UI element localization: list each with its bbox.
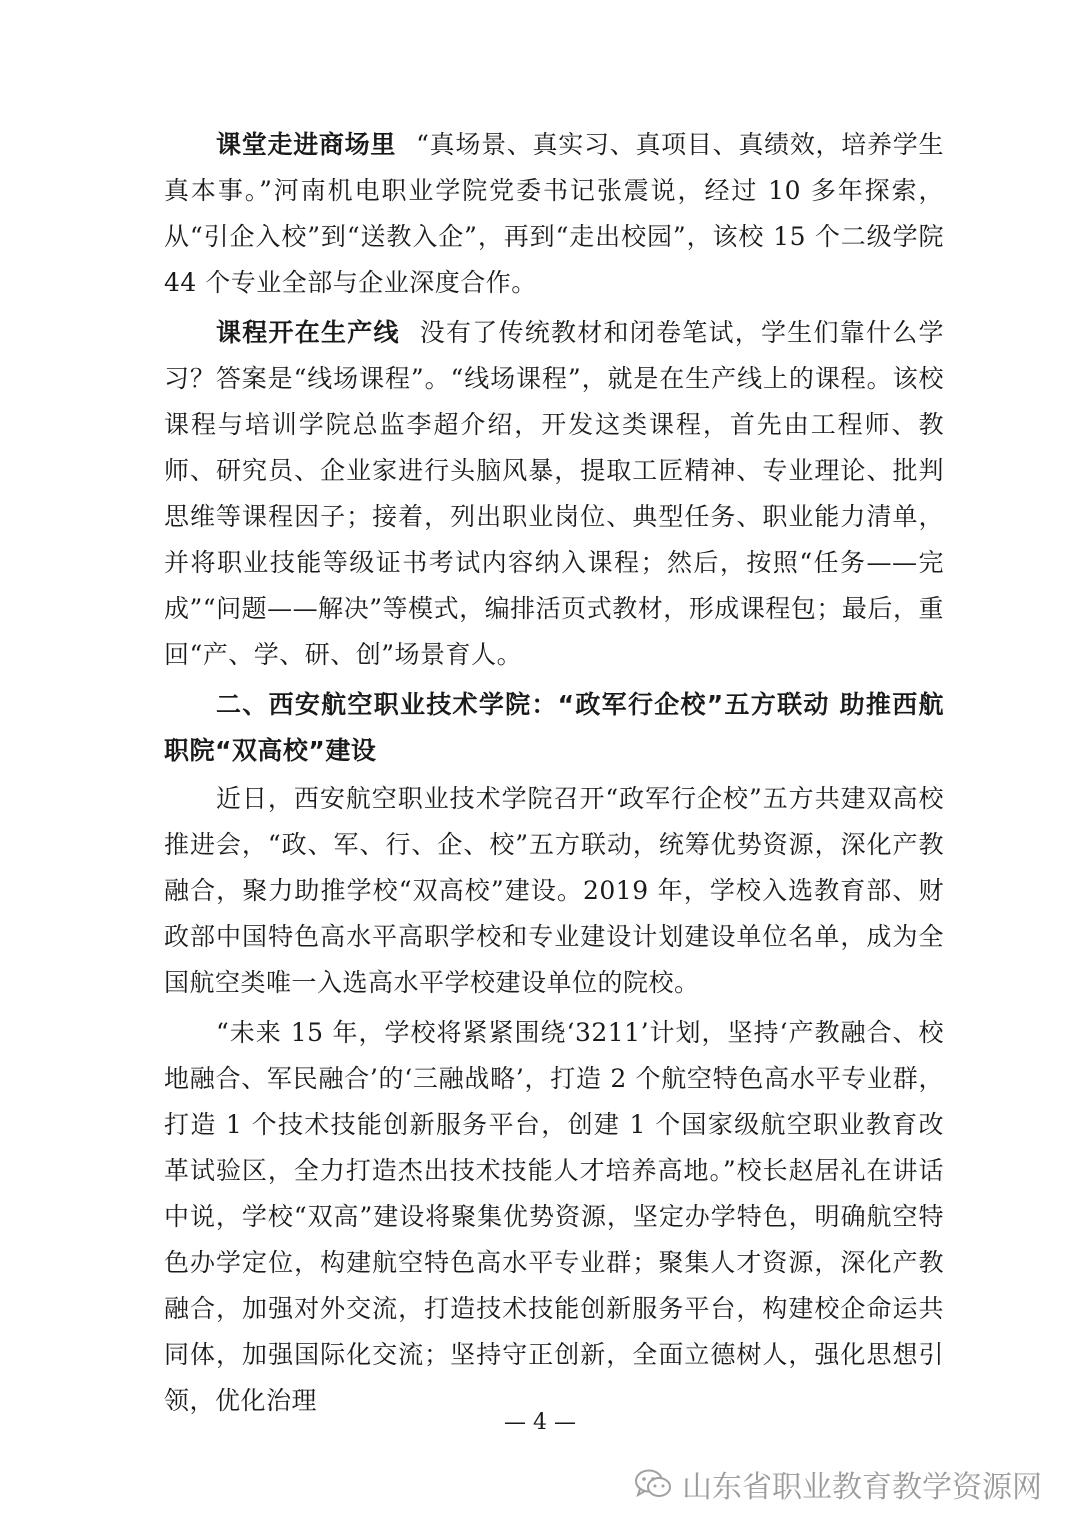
- watermark-text: 山东省职业教育教学资源网: [682, 1470, 1042, 1505]
- page-number: — 4 —: [504, 1410, 576, 1435]
- watermark: [634, 1462, 1042, 1506]
- document-body: [164, 122, 944, 1424]
- paragraph-lead: 课程开在生产线: [216, 318, 400, 347]
- section-heading: 二、西安航空职业技术学院：“政军行企校”五方联动 助推西航职院“双高校”建设: [164, 690, 944, 765]
- paragraph-lead: 课堂走进商场里: [216, 130, 397, 159]
- paragraph-text: “真场景、真实习、真项目、真绩效，培养学生真本事。”河南机电职业学院党委书记张震说，经过 10 多年探索，从“引企入校”到“送教入企”，再到“走出校园”，该校 15 个二级学院 44 个专业全部与企业深度合作。: [164, 130, 944, 297]
- paragraph-1: [164, 122, 944, 306]
- paragraph-3: 近日，西安航空职业技术学院召开“政军行企校”五方共建双高校推进会，“政、军、行、企、校”五方联动，统筹优势资源，深化产教融合，聚力助推学校“双高校”建设。2019 年，学校入选教育部、财政部中国特色高水平高职学校和专业建设计划建设单位名单，成为全国航空类唯一入选高水平学校建设单位的院校。: [164, 784, 944, 997]
- paragraph-text: 没有了传统教材和闭卷笔试，学生们靠什么学习？答案是“线场课程”。“线场课程”，就是在生产线上的课程。该校课程与培训学院总监李超介绍，开发这类课程，首先由工程师、教师、研究员、企业家进行头脑风暴，提取工匠精神、专业理论、批判思维等课程因子；接着，列出职业岗位、典型任务、职业能力清单，并将职业技能等级证书考试内容纳入课程；然后，按照“任务——完成”“问题——解决”等模式，编排活页式教材，形成课程包；最后，重回“产、学、研、创”场景育人。: [164, 318, 944, 669]
- wechat-icon: [634, 1468, 672, 1500]
- paragraph-2: [164, 310, 944, 678]
- paragraph-4: “未来 15 年，学校将紧紧围绕‘3211’计划，坚持‘产教融合、校地融合、军民融合’的‘三融战略’，打造 2 个航空特色高水平专业群，打造 1 个技术技能创新服务平台，创建 1 个国家级航空职业教育改革试验区，全力打造杰出技术技能人才培养高地。”校长赵居礼在讲话中说，学校“双高”建设将聚集优势资源，坚定办学特色，明确航空特色办学定位，构建航空特色高水平专业群；聚集人才资源，深化产教融合，加强对外交流，打造技术技能创新服务平台，构建校企命运共同体，加强国际化交流；坚持守正创新，全面立德树人，强化思想引领，优化治理: [164, 1018, 944, 1415]
